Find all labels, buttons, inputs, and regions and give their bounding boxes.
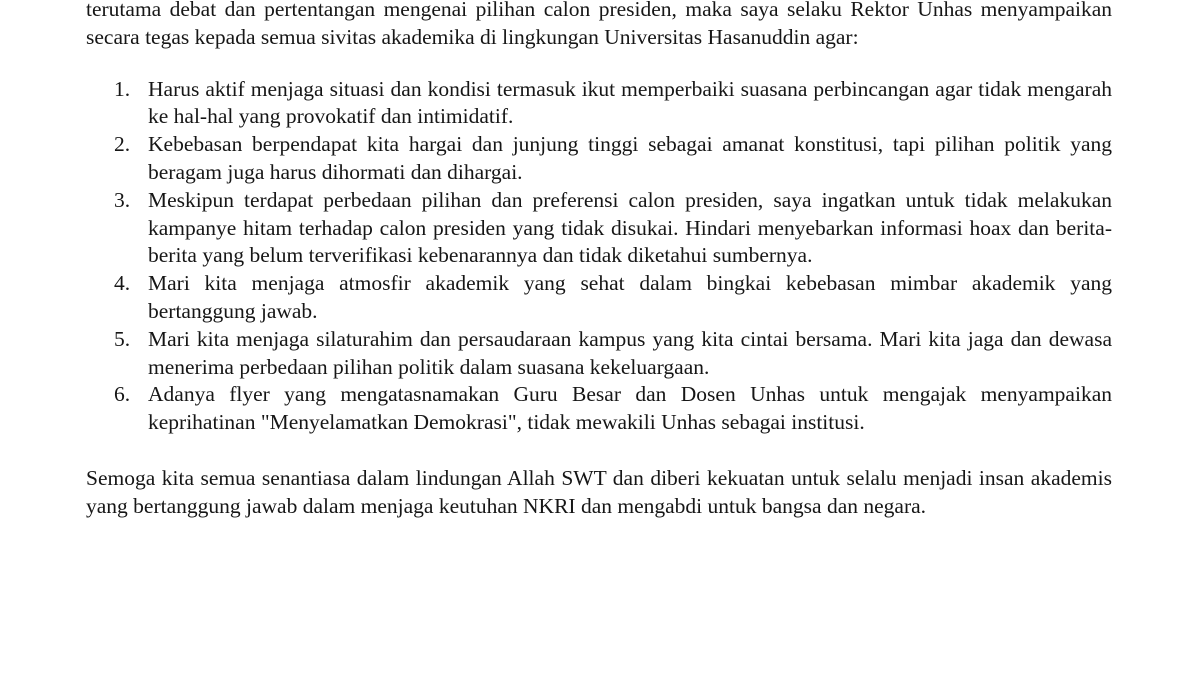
list-item-text: Harus aktif menjaga situasi dan kondisi termasuk ikut memperbaiki suasana perbincangan agar tidak mengarah ke hal-hal yang provokatif dan intimidatif. bbox=[148, 76, 1112, 129]
list-item-text: Kebebasan berpendapat kita hargai dan junjung tinggi sebagai amanat konstitusi, tapi pilihan politik yang beragam juga harus dihormati dan dihargai. bbox=[148, 132, 1112, 184]
closing-paragraph: Semoga kita semua senantiasa dalam lindungan Allah SWT dan diberi kekuatan untuk selalu menjadi insan akademis yang bertanggung jawab dalam menjaga keutuhan NKRI dan mengabdi untuk bangsa dan negara. bbox=[86, 465, 1112, 518]
list-item bbox=[86, 270, 1112, 326]
document-body bbox=[86, 0, 1112, 521]
list-item bbox=[86, 187, 1112, 270]
list-item-number: 6. bbox=[114, 382, 131, 407]
list-item-number: 4. bbox=[114, 271, 131, 296]
list-item-text: Mari kita menjaga atmosfir akademik yang sehat dalam bingkai kebebasan mimbar akademik yang bertanggung jawab. bbox=[148, 271, 1112, 323]
list-item-text: Meskipun terdapat perbedaan pilihan dan preferensi calon presiden, saya ingatkan untuk tidak melakukan kampanye hitam terhadap calon presiden yang tidak disukai. Hindari menyebarkan informasi hoax dan berita-berita yang belum terverifikasi kebenarannya dan tidak diketahui sumbernya. bbox=[148, 187, 1112, 268]
list-item-number: 5. bbox=[114, 326, 131, 351]
list-item-text: Mari kita menjaga silaturahim dan persaudaraan kampus yang kita cintai bersama. Mari kita jaga dan dewasa menerima perbedaan pilihan politik dalam suasana kekeluargaan. bbox=[148, 326, 1112, 379]
list-item bbox=[86, 381, 1112, 437]
intro-paragraph: terutama debat dan pertentangan mengenai pilihan calon presiden, maka saya selaku Rektor Unhas menyampaikan secara tegas kepada semua sivitas akademika di lingkungan Universitas Hasanuddin agar: bbox=[86, 0, 1112, 49]
numbered-list bbox=[86, 76, 1112, 437]
list-item-number: 3. bbox=[114, 187, 131, 212]
list-item-number: 2. bbox=[114, 132, 131, 157]
list-item bbox=[86, 131, 1112, 187]
list-item bbox=[86, 76, 1112, 132]
list-item bbox=[86, 326, 1112, 382]
list-item-number: 1. bbox=[114, 76, 131, 101]
list-item-text: Adanya flyer yang mengatasnamakan Guru Besar dan Dosen Unhas untuk mengajak menyampaikan keprihatinan "Menyelamatkan Demokrasi", tidak mewakili Unhas sebagai institusi. bbox=[148, 382, 1112, 435]
